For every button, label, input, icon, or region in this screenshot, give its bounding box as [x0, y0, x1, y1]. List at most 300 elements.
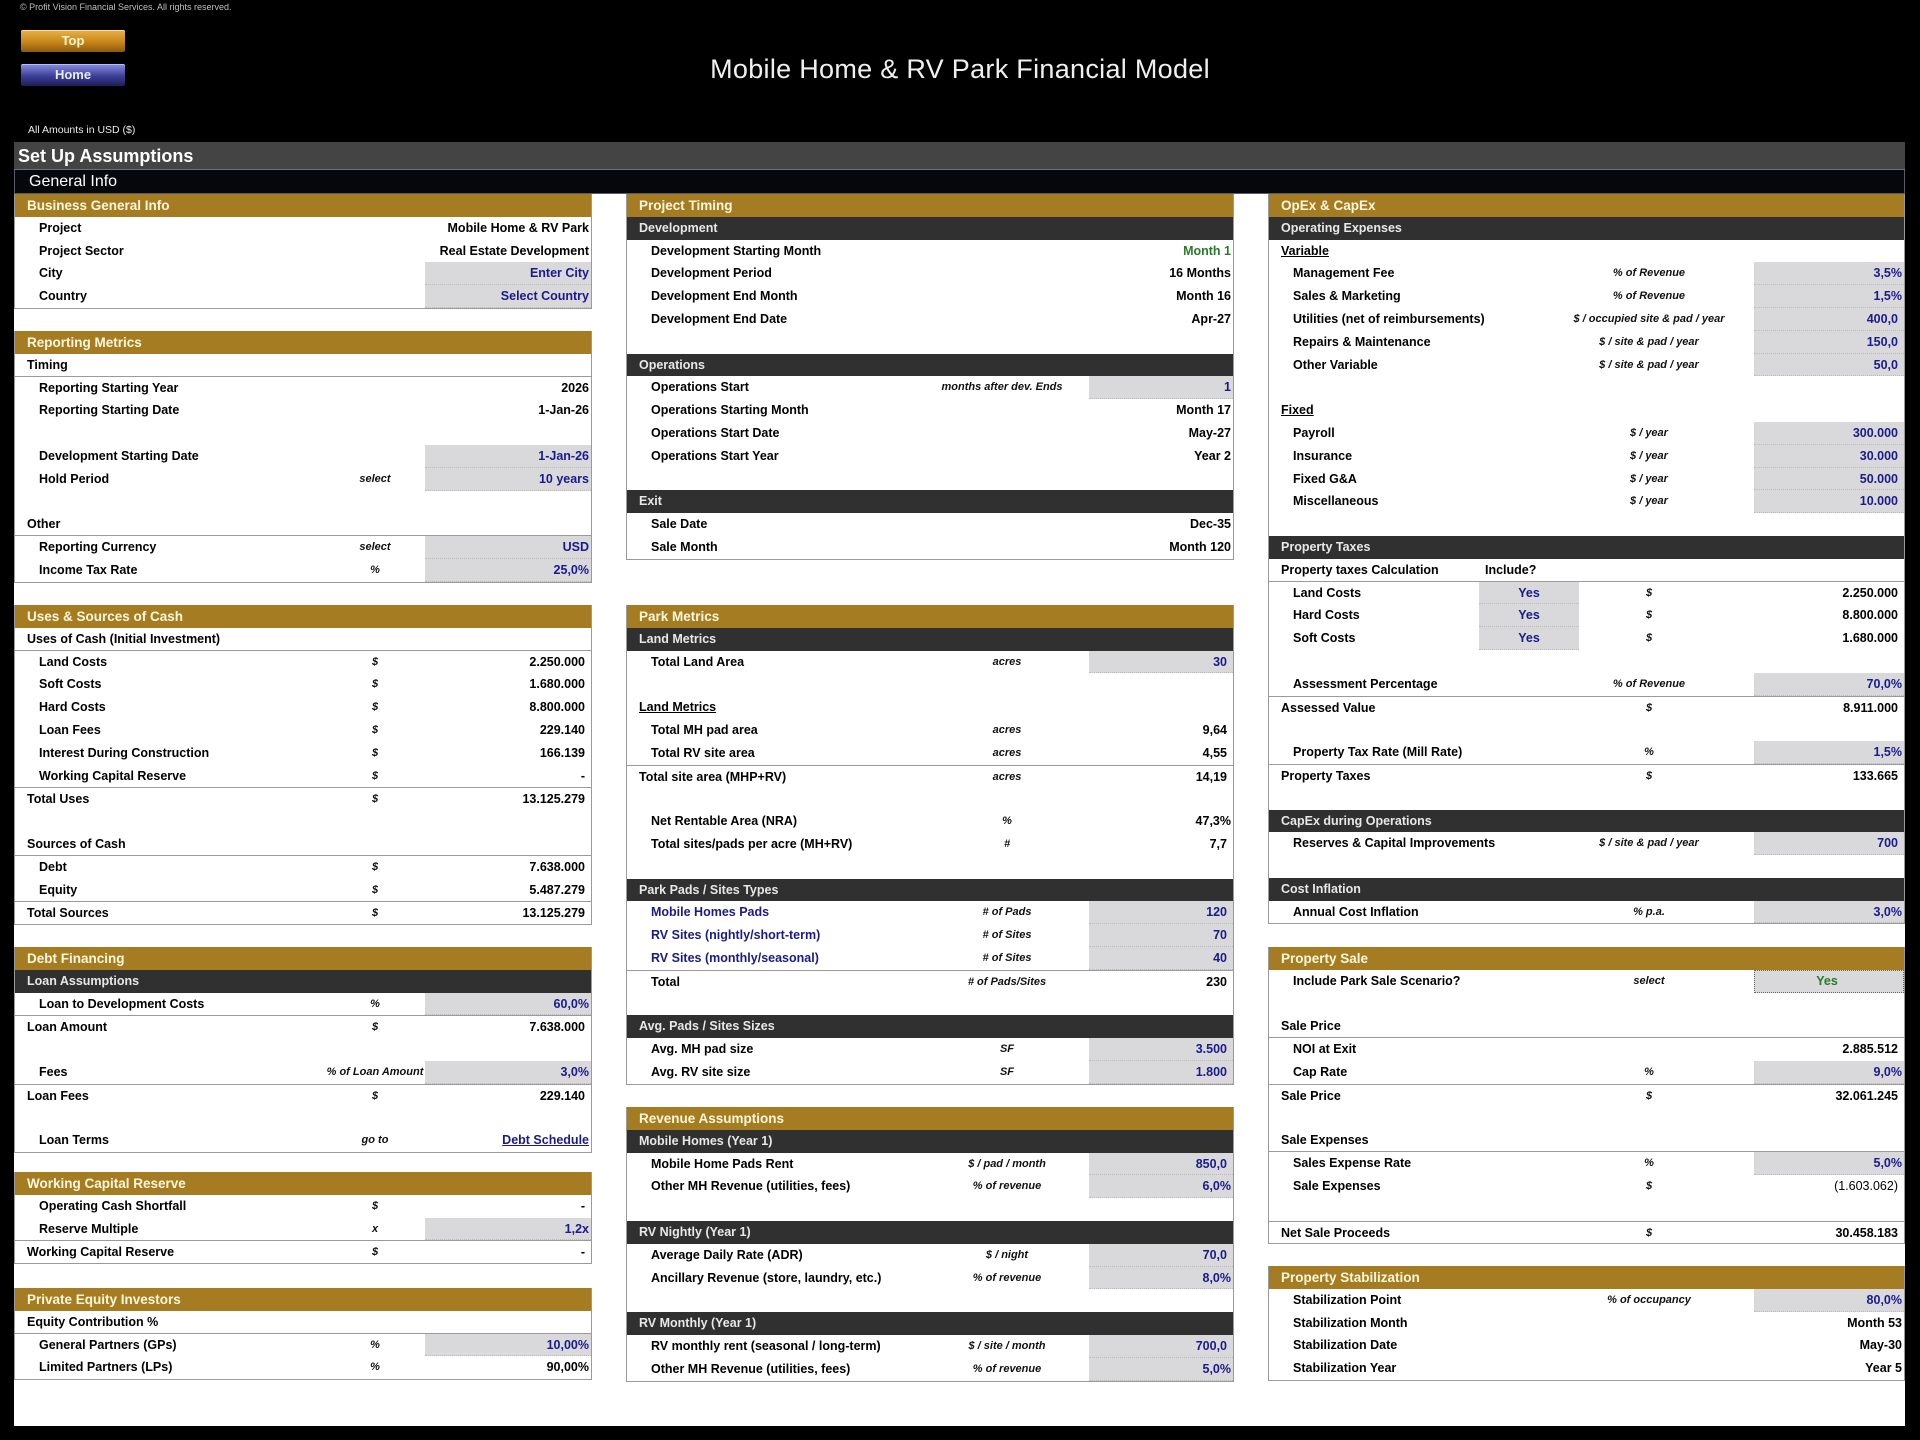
- row-label: RV monthly rent (seasonal / long-term): [651, 1338, 881, 1353]
- row-value: 2026: [561, 380, 589, 395]
- row-value: Real Estate Development: [439, 243, 589, 258]
- row-value: Apr-27: [1191, 311, 1231, 326]
- table-row: [15, 240, 591, 263]
- table-row: [1269, 285, 1904, 308]
- amounts-note: All Amounts in USD ($): [28, 124, 136, 136]
- row-value: 1.680.000: [1842, 631, 1898, 646]
- total-land-input[interactable]: [1089, 651, 1233, 674]
- row-value: 2.250.000: [529, 654, 585, 669]
- row-unit: %: [370, 1361, 380, 1374]
- row-value[interactable]: 700: [1877, 836, 1898, 851]
- row-value[interactable]: 6,0%: [1202, 1179, 1231, 1194]
- row-value[interactable]: 1,2x: [564, 1221, 589, 1236]
- row-label: Sale Month: [651, 539, 718, 554]
- spacer-row: [627, 1198, 1233, 1221]
- subheading: [15, 513, 591, 536]
- row-unit: $: [1645, 769, 1653, 782]
- row-label: Operating Cash Shortfall: [39, 1198, 187, 1213]
- block-header: Business General Info: [15, 194, 591, 217]
- total-row: [15, 1015, 591, 1038]
- row-unit: $ / year: [1630, 449, 1668, 462]
- table-row: [627, 947, 1233, 970]
- sale-expenses-label: Sale Expenses: [1281, 1133, 1369, 1148]
- row-label: Avg. MH pad size: [651, 1042, 754, 1057]
- row-label: Property Taxes: [1281, 768, 1371, 783]
- table-row: [1269, 673, 1904, 696]
- row-label: Stabilization Date: [1293, 1338, 1398, 1353]
- row-value: Month 17: [1176, 403, 1231, 418]
- row-value: Dec-35: [1190, 517, 1231, 532]
- row-label: Cap Rate: [1293, 1064, 1348, 1079]
- row-unit: # of Pads: [982, 906, 1032, 919]
- row-value[interactable]: 70,0%: [1866, 676, 1902, 691]
- subheading: [15, 354, 591, 377]
- capex-header: CapEx during Operations: [1269, 810, 1904, 833]
- row-value: 8.800.000: [1842, 608, 1898, 623]
- table-row: [627, 1335, 1233, 1358]
- row-unit: % of Loan Amount: [326, 1065, 424, 1078]
- row-value[interactable]: 70: [1213, 928, 1227, 943]
- total-row: [1269, 764, 1904, 787]
- row-unit: $: [1645, 1226, 1653, 1239]
- row-value[interactable]: 300.000: [1852, 425, 1898, 440]
- row-label: Hard Costs: [1293, 608, 1360, 623]
- subsection-title: General Info: [14, 170, 1905, 194]
- table-row: [15, 993, 591, 1016]
- block-header: Working Capital Reserve: [15, 1172, 591, 1195]
- row-unit: # of Pads/Sites: [967, 975, 1047, 988]
- row-value: 1-Jan-26: [538, 403, 589, 418]
- row-unit: acres: [992, 723, 1022, 736]
- row-value: May-30: [1859, 1338, 1902, 1353]
- block-subheader: Mobile Homes (Year 1): [627, 1130, 1233, 1153]
- row-unit: % of Revenue: [1612, 677, 1686, 690]
- ptax-calc-label: Property taxes Calculation: [1281, 562, 1439, 577]
- row-label: Income Tax Rate: [39, 562, 138, 577]
- total-uses-value: 13.125.279: [522, 792, 585, 807]
- row-value[interactable]: 40: [1213, 950, 1227, 965]
- total-row: [627, 970, 1233, 993]
- table-row: [627, 810, 1233, 833]
- row-value: 90,00%: [546, 1360, 589, 1375]
- row-label: Development End Date: [651, 311, 788, 326]
- row-unit: $: [371, 746, 379, 759]
- table-row: [1269, 741, 1904, 764]
- row-value: 7,7: [1209, 836, 1227, 851]
- property-sale-block: [1268, 947, 1905, 1244]
- row-value[interactable]: 1,5%: [1873, 745, 1902, 760]
- other-label: Other: [27, 517, 61, 532]
- row-label: Other MH Revenue (utilities, fees): [651, 1361, 851, 1376]
- row-label: Insurance: [1293, 448, 1353, 463]
- table-row: [1269, 468, 1904, 491]
- row-value[interactable]: 3,0%: [1873, 904, 1902, 919]
- row-value[interactable]: 1-Jan-26: [538, 448, 589, 463]
- project-timing-block: [626, 194, 1234, 560]
- block-header: Park Metrics: [627, 605, 1233, 628]
- row-unit: $ / site & pad / year: [1599, 335, 1699, 348]
- table-row: [15, 1195, 591, 1218]
- ops-start-input[interactable]: [1089, 376, 1233, 399]
- net-sale-proceeds-value: 30.458.183: [1835, 1225, 1898, 1240]
- row-label: Reporting Starting Date: [39, 403, 180, 418]
- total-row: [627, 765, 1233, 788]
- row-unit: $: [1645, 609, 1653, 622]
- row-value: 166.139: [539, 745, 585, 760]
- table-row: [627, 536, 1233, 559]
- row-value: -: [580, 1198, 585, 1213]
- row-value: Month 1: [1183, 243, 1231, 258]
- table-row: [627, 262, 1233, 285]
- table-row: [1269, 832, 1904, 855]
- row-value[interactable]: 10,00%: [546, 1337, 589, 1352]
- row-label: Project Sector: [39, 243, 124, 258]
- row-label: Mobile Home Pads Rent: [651, 1156, 794, 1171]
- country-value[interactable]: Select Country: [500, 289, 589, 304]
- table-row: [1269, 1289, 1904, 1312]
- row-unit: select: [1633, 974, 1665, 987]
- row-label: Reserve Multiple: [39, 1221, 139, 1236]
- business-info-block: [14, 194, 592, 309]
- row-value[interactable]: 400,0: [1866, 311, 1898, 326]
- row-label: Assessed Value: [1281, 700, 1376, 715]
- block-subheader: Park Pads / Sites Types: [627, 879, 1233, 902]
- row-value[interactable]: 80,0%: [1866, 1292, 1902, 1307]
- row-label: Payroll: [1293, 425, 1335, 440]
- row-value: 8.800.000: [529, 700, 585, 715]
- include-soft-value[interactable]: Yes: [1518, 631, 1540, 646]
- table-row: [627, 651, 1233, 674]
- table-row: [15, 742, 591, 765]
- table-row: [15, 696, 591, 719]
- row-value: 5.487.279: [529, 882, 585, 897]
- row-value: Month 120: [1169, 539, 1231, 554]
- row-label: Operations Start: [651, 380, 749, 395]
- row-value: 7.638.000: [529, 859, 585, 874]
- table-row: [627, 1175, 1233, 1198]
- row-value[interactable]: 1: [1224, 380, 1231, 395]
- table-row: [15, 651, 591, 674]
- row-label: Sales & Marketing: [1293, 289, 1401, 304]
- spacer-row: [1269, 1107, 1904, 1130]
- row-unit: % of revenue: [972, 1271, 1042, 1284]
- row-value[interactable]: USD: [562, 540, 589, 555]
- table-row: [15, 262, 591, 285]
- sources-label: Sources of Cash: [27, 836, 126, 851]
- spacer-row: [1269, 993, 1904, 1016]
- block-subheader: Development: [627, 217, 1233, 240]
- row-unit: %: [1644, 1065, 1654, 1078]
- row-value[interactable]: 50,0: [1873, 357, 1898, 372]
- row-label: Sale Date: [651, 517, 708, 532]
- table-row: [15, 1061, 591, 1084]
- block-header: Revenue Assumptions: [627, 1107, 1233, 1130]
- table-row: [15, 536, 591, 559]
- block-subheader: Avg. Pads / Sites Sizes: [627, 1015, 1233, 1038]
- total-sources-value: 13.125.279: [522, 906, 585, 921]
- row-value: May-27: [1188, 425, 1231, 440]
- include-sale-value[interactable]: Yes: [1816, 973, 1838, 988]
- row-value[interactable]: 5,0%: [1202, 1361, 1231, 1376]
- row-label: Assessment Percentage: [1293, 676, 1438, 691]
- table-row: [627, 513, 1233, 536]
- spacer-row: [627, 468, 1233, 491]
- row-label: General Partners (GPs): [39, 1337, 177, 1352]
- row-value: 16 Months: [1169, 266, 1231, 281]
- table-row: [1269, 331, 1904, 354]
- fixed-label: Fixed: [1281, 403, 1314, 418]
- row-value[interactable]: 1.800: [1195, 1064, 1227, 1079]
- row-label: Total MH pad area: [651, 722, 758, 737]
- reporting-metrics-block: [14, 331, 592, 583]
- row-unit: $: [371, 701, 379, 714]
- row-label: Hold Period: [39, 471, 110, 486]
- row-value[interactable]: 10.000: [1859, 494, 1898, 509]
- row-value[interactable]: 60,0%: [553, 996, 589, 1011]
- include-land-value[interactable]: Yes: [1518, 585, 1540, 600]
- row-label: Operations Start Date: [651, 425, 780, 440]
- row-value: Month 53: [1847, 1315, 1902, 1330]
- row-value: Month 16: [1176, 289, 1231, 304]
- row-value[interactable]: 10 years: [538, 471, 589, 486]
- sale-price-label: Sale Price: [1281, 1019, 1341, 1034]
- row-value[interactable]: 150,0: [1866, 334, 1898, 349]
- table-row: [15, 559, 591, 582]
- property-taxes-value: 133.665: [1852, 768, 1898, 783]
- home-button[interactable]: Home: [21, 64, 125, 86]
- subheading: [1269, 1015, 1904, 1038]
- row-value[interactable]: 3,0%: [560, 1064, 589, 1079]
- row-unit: $: [371, 883, 379, 896]
- subheading: [1269, 559, 1904, 582]
- row-unit: %: [1644, 1157, 1654, 1170]
- row-label: Fixed G&A: [1293, 471, 1357, 486]
- row-label: Miscellaneous: [1293, 494, 1379, 509]
- row-value: 2.250.000: [1842, 585, 1898, 600]
- total-row: [15, 787, 591, 810]
- table-row: [15, 719, 591, 742]
- row-unit: $ / night: [985, 1248, 1029, 1261]
- row-unit: $: [371, 769, 379, 782]
- table-row: [627, 1038, 1233, 1061]
- row-unit: $: [1645, 701, 1653, 714]
- row-unit: months after dev. Ends: [941, 381, 1063, 394]
- row-unit: #: [1003, 837, 1011, 850]
- row-label: Reserves & Capital Improvements: [1293, 836, 1496, 851]
- spacer-row: [627, 1289, 1233, 1312]
- row-label: Loan Amount: [27, 1020, 108, 1035]
- table-row: [627, 308, 1233, 331]
- block-header: Project Timing: [627, 194, 1233, 217]
- table-row: [1269, 490, 1904, 513]
- spacer-row: [1269, 855, 1904, 878]
- row-unit: SF: [999, 1065, 1015, 1078]
- row-unit: % of occupancy: [1607, 1293, 1691, 1306]
- table-row: [1269, 1357, 1904, 1380]
- row-unit: % p.a.: [1633, 905, 1665, 918]
- spacer-row: [1269, 376, 1904, 399]
- city-value[interactable]: Enter City: [529, 266, 589, 281]
- equity-contribution-label: Equity Contribution %: [27, 1314, 159, 1329]
- subheading: [1269, 240, 1904, 263]
- row-label: Stabilization Point: [1293, 1292, 1402, 1307]
- row-label: Total Sources: [27, 906, 109, 921]
- block-header: OpEx & CapEx: [1269, 194, 1904, 217]
- row-unit: $: [371, 678, 379, 691]
- subheading: [15, 628, 591, 651]
- table-row: [1269, 1038, 1904, 1061]
- block-subheader: Operations: [627, 354, 1233, 377]
- row-label: Working Capital Reserve: [27, 1245, 175, 1260]
- row-value: (1.603.062): [1834, 1178, 1898, 1193]
- block-subheader: Exit: [627, 490, 1233, 513]
- table-row: [627, 901, 1233, 924]
- row-unit: acres: [992, 746, 1022, 759]
- row-value[interactable]: 700,0: [1195, 1338, 1227, 1353]
- row-label: City: [39, 266, 63, 281]
- row-label: Loan Terms: [39, 1133, 109, 1148]
- table-row: [15, 673, 591, 696]
- row-label: Working Capital Reserve: [39, 768, 187, 783]
- row-value[interactable]: 8,0%: [1202, 1270, 1231, 1285]
- table-row: [15, 765, 591, 788]
- row-unit: $: [371, 655, 379, 668]
- include-hard-value[interactable]: Yes: [1518, 608, 1540, 623]
- table-row: [1269, 901, 1904, 924]
- row-unit: $: [1645, 1089, 1653, 1102]
- rv-nightly-input[interactable]: [1089, 924, 1233, 947]
- row-unit: %: [1644, 746, 1654, 759]
- spacer-row: [1269, 718, 1904, 741]
- table-row: [1269, 1061, 1904, 1084]
- row-unit: $ / occupied site & pad / year: [1573, 312, 1725, 325]
- spacer-row: [15, 1107, 591, 1130]
- include-label: Include?: [1485, 562, 1537, 577]
- row-label: NOI at Exit: [1293, 1042, 1357, 1057]
- uses-sources-block: [14, 605, 592, 925]
- table-row: [627, 376, 1233, 399]
- row-label: Total site area (MHP+RV): [639, 769, 787, 784]
- spacer-row: [1269, 1198, 1904, 1221]
- table-row: [627, 445, 1233, 468]
- row-label: Avg. RV site size: [651, 1064, 751, 1079]
- row-value: 47,3%: [1195, 814, 1231, 829]
- top-button[interactable]: Top: [21, 30, 125, 52]
- row-label: Country: [39, 289, 87, 304]
- row-value[interactable]: 3,5%: [1873, 266, 1902, 281]
- row-value[interactable]: 850,0: [1195, 1156, 1227, 1171]
- loan-fees-value: 229.140: [539, 1088, 585, 1103]
- row-value[interactable]: 5,0%: [1873, 1156, 1902, 1171]
- table-row: [15, 1218, 591, 1241]
- table-row: [15, 377, 591, 400]
- rv-monthly-input[interactable]: [1089, 947, 1233, 970]
- spacer-row: [15, 491, 591, 514]
- row-value[interactable]: 120: [1206, 905, 1227, 920]
- app-title: Mobile Home & RV Park Financial Model: [710, 54, 1210, 84]
- row-label: Management Fee: [1293, 266, 1395, 281]
- row-value[interactable]: 30.000: [1859, 448, 1898, 463]
- row-value[interactable]: 25,0%: [553, 562, 589, 577]
- row-unit: x: [371, 1222, 379, 1235]
- row-label: Loan Fees: [39, 722, 101, 737]
- block-header: Property Stabilization: [1269, 1266, 1904, 1289]
- row-unit: $: [371, 860, 379, 873]
- row-value[interactable]: 3.500: [1195, 1042, 1227, 1057]
- spacer-row: [627, 331, 1233, 354]
- row-value[interactable]: 9,0%: [1873, 1064, 1902, 1079]
- row-value[interactable]: 50.000: [1859, 471, 1898, 486]
- row-unit: $: [371, 793, 379, 806]
- row-unit: $ / site & pad / year: [1599, 837, 1699, 850]
- spacer-row: [15, 1038, 591, 1061]
- subheading: [1269, 399, 1904, 422]
- total-row: [1269, 696, 1904, 719]
- row-label: Repairs & Maintenance: [1293, 334, 1431, 349]
- row-label: Utilities (net of reimbursements): [1293, 311, 1485, 326]
- row-value: -: [580, 768, 585, 783]
- total-row: [15, 1084, 591, 1107]
- row-unit: $: [371, 907, 379, 920]
- row-label: Sales Expense Rate: [1293, 1156, 1412, 1171]
- row-unit: select: [359, 472, 391, 485]
- assessed-value: 8.911.000: [1843, 700, 1898, 715]
- row-label: Total Land Area: [651, 654, 745, 669]
- row-label: Operations Start Year: [651, 448, 779, 463]
- row-label: Other Variable: [1293, 357, 1378, 372]
- row-label: Stabilization Year: [1293, 1361, 1397, 1376]
- block-subheader: Land Metrics: [627, 628, 1233, 651]
- total-pads-value: 230: [1206, 974, 1227, 989]
- row-unit: $: [371, 1021, 379, 1034]
- table-row: [1269, 422, 1904, 445]
- block-subheader: RV Nightly (Year 1): [627, 1221, 1233, 1244]
- block-header: Property Sale: [1269, 947, 1904, 970]
- row-unit: $: [371, 1199, 379, 1212]
- row-value[interactable]: 30: [1213, 654, 1227, 669]
- block-subheader: RV Monthly (Year 1): [627, 1312, 1233, 1335]
- row-unit: SF: [999, 1043, 1015, 1056]
- row-label: Total Uses: [27, 792, 90, 807]
- table-row: [627, 1153, 1233, 1176]
- debt-schedule-link[interactable]: Debt Schedule: [502, 1133, 589, 1148]
- table-row: [15, 217, 591, 240]
- opex-block: [1268, 194, 1905, 924]
- spacer-row: [627, 856, 1233, 879]
- spacer-row: [15, 422, 591, 445]
- sale-price-value: 32.061.245: [1835, 1088, 1898, 1103]
- timing-label: Timing: [27, 357, 68, 372]
- row-value[interactable]: 70,0: [1202, 1247, 1227, 1262]
- row-value[interactable]: 1,5%: [1873, 289, 1902, 304]
- total-row: [1269, 1084, 1904, 1107]
- row-value: 229.140: [539, 722, 585, 737]
- block-header: Private Equity Investors: [15, 1288, 591, 1311]
- table-row: [1269, 1175, 1904, 1198]
- row-value: 2.885.512: [1842, 1042, 1898, 1057]
- row-label: Ancillary Revenue (store, laundry, etc.): [651, 1270, 882, 1285]
- table-row: [627, 742, 1233, 765]
- table-row: [1269, 1334, 1904, 1357]
- row-label: Average Daily Rate (ADR): [651, 1247, 803, 1262]
- table-row: [627, 1267, 1233, 1290]
- spacer-row: [627, 673, 1233, 696]
- table-row: [15, 1334, 591, 1357]
- block-header: Reporting Metrics: [15, 331, 591, 354]
- row-label: Reporting Starting Year: [39, 380, 179, 395]
- row-unit: $ / pad / month: [968, 1157, 1046, 1170]
- total-row: [1269, 1221, 1904, 1244]
